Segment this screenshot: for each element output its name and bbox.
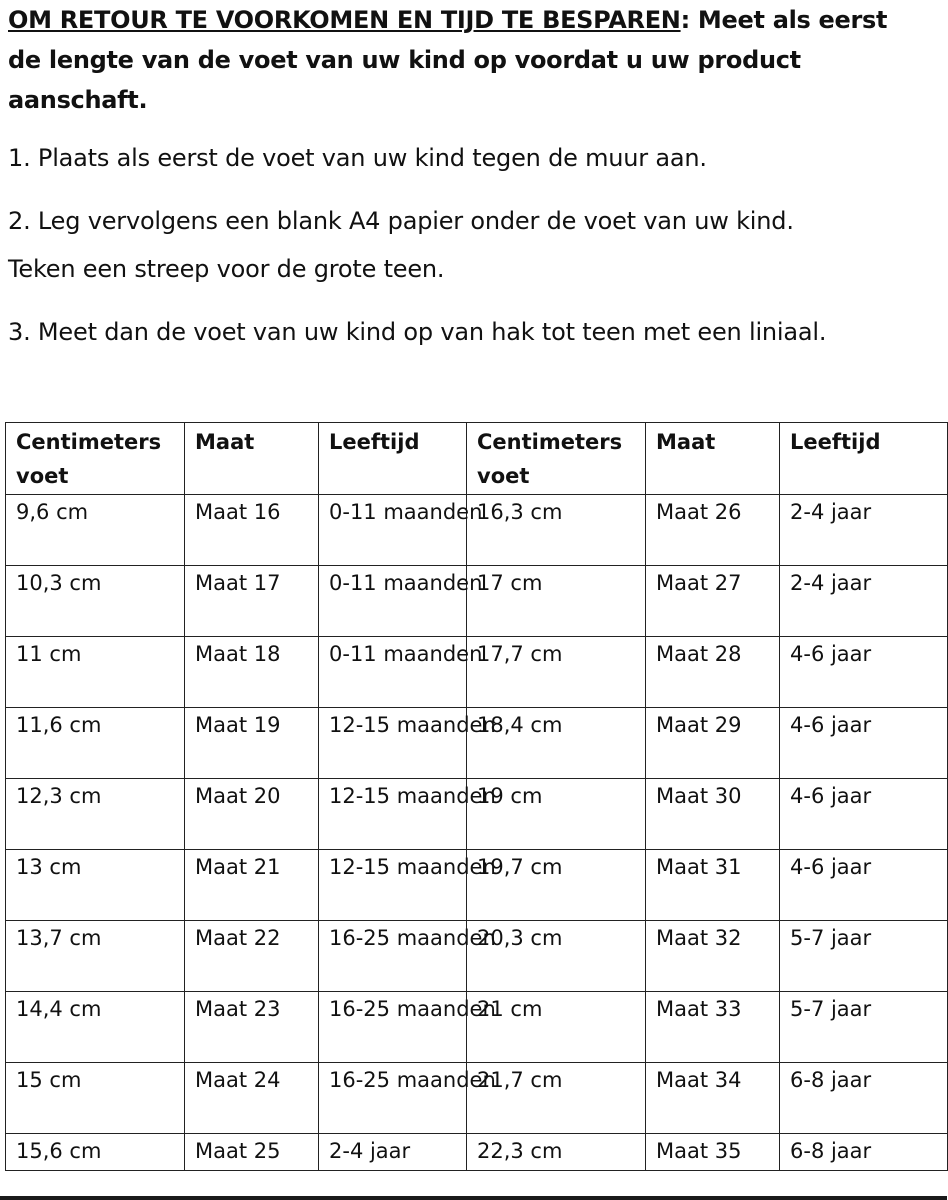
- table-row: [6, 779, 948, 850]
- cell-centimeters-2: 19 cm: [467, 779, 646, 850]
- step-1: 1. Plaats als eerst de voet van uw kind tegen de muur aan.: [8, 144, 707, 172]
- cell-leeftijd-2: 6-8 jaar: [780, 1063, 948, 1134]
- cell-leeftijd-2: 5-7 jaar: [780, 992, 948, 1063]
- cell-maat: Maat 24: [185, 1063, 319, 1134]
- cell-centimeters: 15 cm: [6, 1063, 185, 1134]
- step-2: 2. Leg vervolgens een blank A4 papier onder de voet van uw kind. Teken een streep voor de grote teen.: [8, 207, 794, 283]
- cell-leeftijd: 0-11 maanden: [319, 637, 467, 708]
- table-row: [6, 566, 948, 637]
- header-centimeters-voet: Centimeters voet: [6, 423, 185, 495]
- cell-leeftijd: 16-25 maanden: [319, 1063, 467, 1134]
- bottom-border: [0, 1196, 947, 1200]
- cell-maat-2: Maat 32: [646, 921, 780, 992]
- cell-centimeters-2: 22,3 cm: [467, 1134, 646, 1171]
- cell-maat: Maat 21: [185, 850, 319, 921]
- cell-leeftijd: 16-25 maanden: [319, 921, 467, 992]
- cell-maat: Maat 16: [185, 495, 319, 566]
- header-centimeters-voet-2: Centimeters voet: [467, 423, 646, 495]
- cell-centimeters-2: 19,7 cm: [467, 850, 646, 921]
- table-row: [6, 495, 948, 566]
- table-row: [6, 850, 948, 921]
- cell-leeftijd-2: 4-6 jaar: [780, 637, 948, 708]
- cell-maat: Maat 19: [185, 708, 319, 779]
- cell-leeftijd-2: 2-4 jaar: [780, 495, 948, 566]
- header-leeftijd: Leeftijd: [319, 423, 467, 495]
- cell-leeftijd: 0-11 maanden: [319, 495, 467, 566]
- cell-maat: Maat 18: [185, 637, 319, 708]
- step-3: 3. Meet dan de voet van uw kind op van hak tot teen met een liniaal.: [8, 318, 827, 346]
- cell-maat: Maat 22: [185, 921, 319, 992]
- intro-heading: [8, 0, 947, 120]
- cell-centimeters: 14,4 cm: [6, 992, 185, 1063]
- cell-maat-2: Maat 34: [646, 1063, 780, 1134]
- cell-centimeters-2: 21,7 cm: [467, 1063, 646, 1134]
- cell-centimeters-2: 17,7 cm: [467, 637, 646, 708]
- table-row: [6, 921, 948, 992]
- cell-leeftijd: 12-15 maanden: [319, 779, 467, 850]
- cell-maat: Maat 25: [185, 1134, 319, 1171]
- cell-centimeters-2: 17 cm: [467, 566, 646, 637]
- cell-leeftijd-2: 6-8 jaar: [780, 1134, 948, 1171]
- cell-leeftijd: 12-15 maanden: [319, 850, 467, 921]
- cell-maat-2: Maat 30: [646, 779, 780, 850]
- cell-centimeters: 15,6 cm: [6, 1134, 185, 1171]
- cell-leeftijd: 12-15 maanden: [319, 708, 467, 779]
- table-row: [6, 637, 948, 708]
- cell-leeftijd-2: 4-6 jaar: [780, 779, 948, 850]
- cell-centimeters: 9,6 cm: [6, 495, 185, 566]
- cell-centimeters: 10,3 cm: [6, 566, 185, 637]
- cell-maat: Maat 23: [185, 992, 319, 1063]
- table-row: [6, 992, 948, 1063]
- table-row: [6, 1134, 948, 1171]
- cell-maat-2: Maat 35: [646, 1134, 780, 1171]
- cell-centimeters-2: 16,3 cm: [467, 495, 646, 566]
- intro-text: : Meet als eerst de lengte van de voet van uw kind op voordat u uw product aanschaft.: [8, 6, 888, 114]
- cell-leeftijd-2: 4-6 jaar: [780, 850, 948, 921]
- header-leeftijd-2: Leeftijd: [780, 423, 948, 495]
- cell-maat-2: Maat 28: [646, 637, 780, 708]
- cell-centimeters: 12,3 cm: [6, 779, 185, 850]
- cell-maat-2: Maat 29: [646, 708, 780, 779]
- cell-centimeters-2: 21 cm: [467, 992, 646, 1063]
- cell-centimeters-2: 18,4 cm: [467, 708, 646, 779]
- cell-leeftijd-2: 2-4 jaar: [780, 566, 948, 637]
- size-table-body: [6, 495, 948, 1171]
- cell-leeftijd-2: 5-7 jaar: [780, 921, 948, 992]
- cell-maat-2: Maat 31: [646, 850, 780, 921]
- intro-warning: OM RETOUR TE VOORKOMEN EN TIJD TE BESPAREN: [8, 6, 681, 34]
- cell-maat-2: Maat 27: [646, 566, 780, 637]
- cell-centimeters-2: 20,3 cm: [467, 921, 646, 992]
- cell-maat-2: Maat 26: [646, 495, 780, 566]
- table-row: [6, 708, 948, 779]
- header-maat: Maat: [185, 423, 319, 495]
- cell-maat: Maat 20: [185, 779, 319, 850]
- cell-centimeters: 11,6 cm: [6, 708, 185, 779]
- size-table: [5, 422, 948, 1171]
- cell-centimeters: 13 cm: [6, 850, 185, 921]
- cell-leeftijd: 0-11 maanden: [319, 566, 467, 637]
- cell-centimeters: 13,7 cm: [6, 921, 185, 992]
- table-header-row: [6, 423, 948, 495]
- table-row: [6, 1063, 948, 1134]
- cell-maat-2: Maat 33: [646, 992, 780, 1063]
- cell-centimeters: 11 cm: [6, 637, 185, 708]
- cell-leeftijd: 16-25 maanden: [319, 992, 467, 1063]
- cell-leeftijd: 2-4 jaar: [319, 1134, 467, 1171]
- header-maat-2: Maat: [646, 423, 780, 495]
- cell-maat: Maat 17: [185, 566, 319, 637]
- cell-leeftijd-2: 4-6 jaar: [780, 708, 948, 779]
